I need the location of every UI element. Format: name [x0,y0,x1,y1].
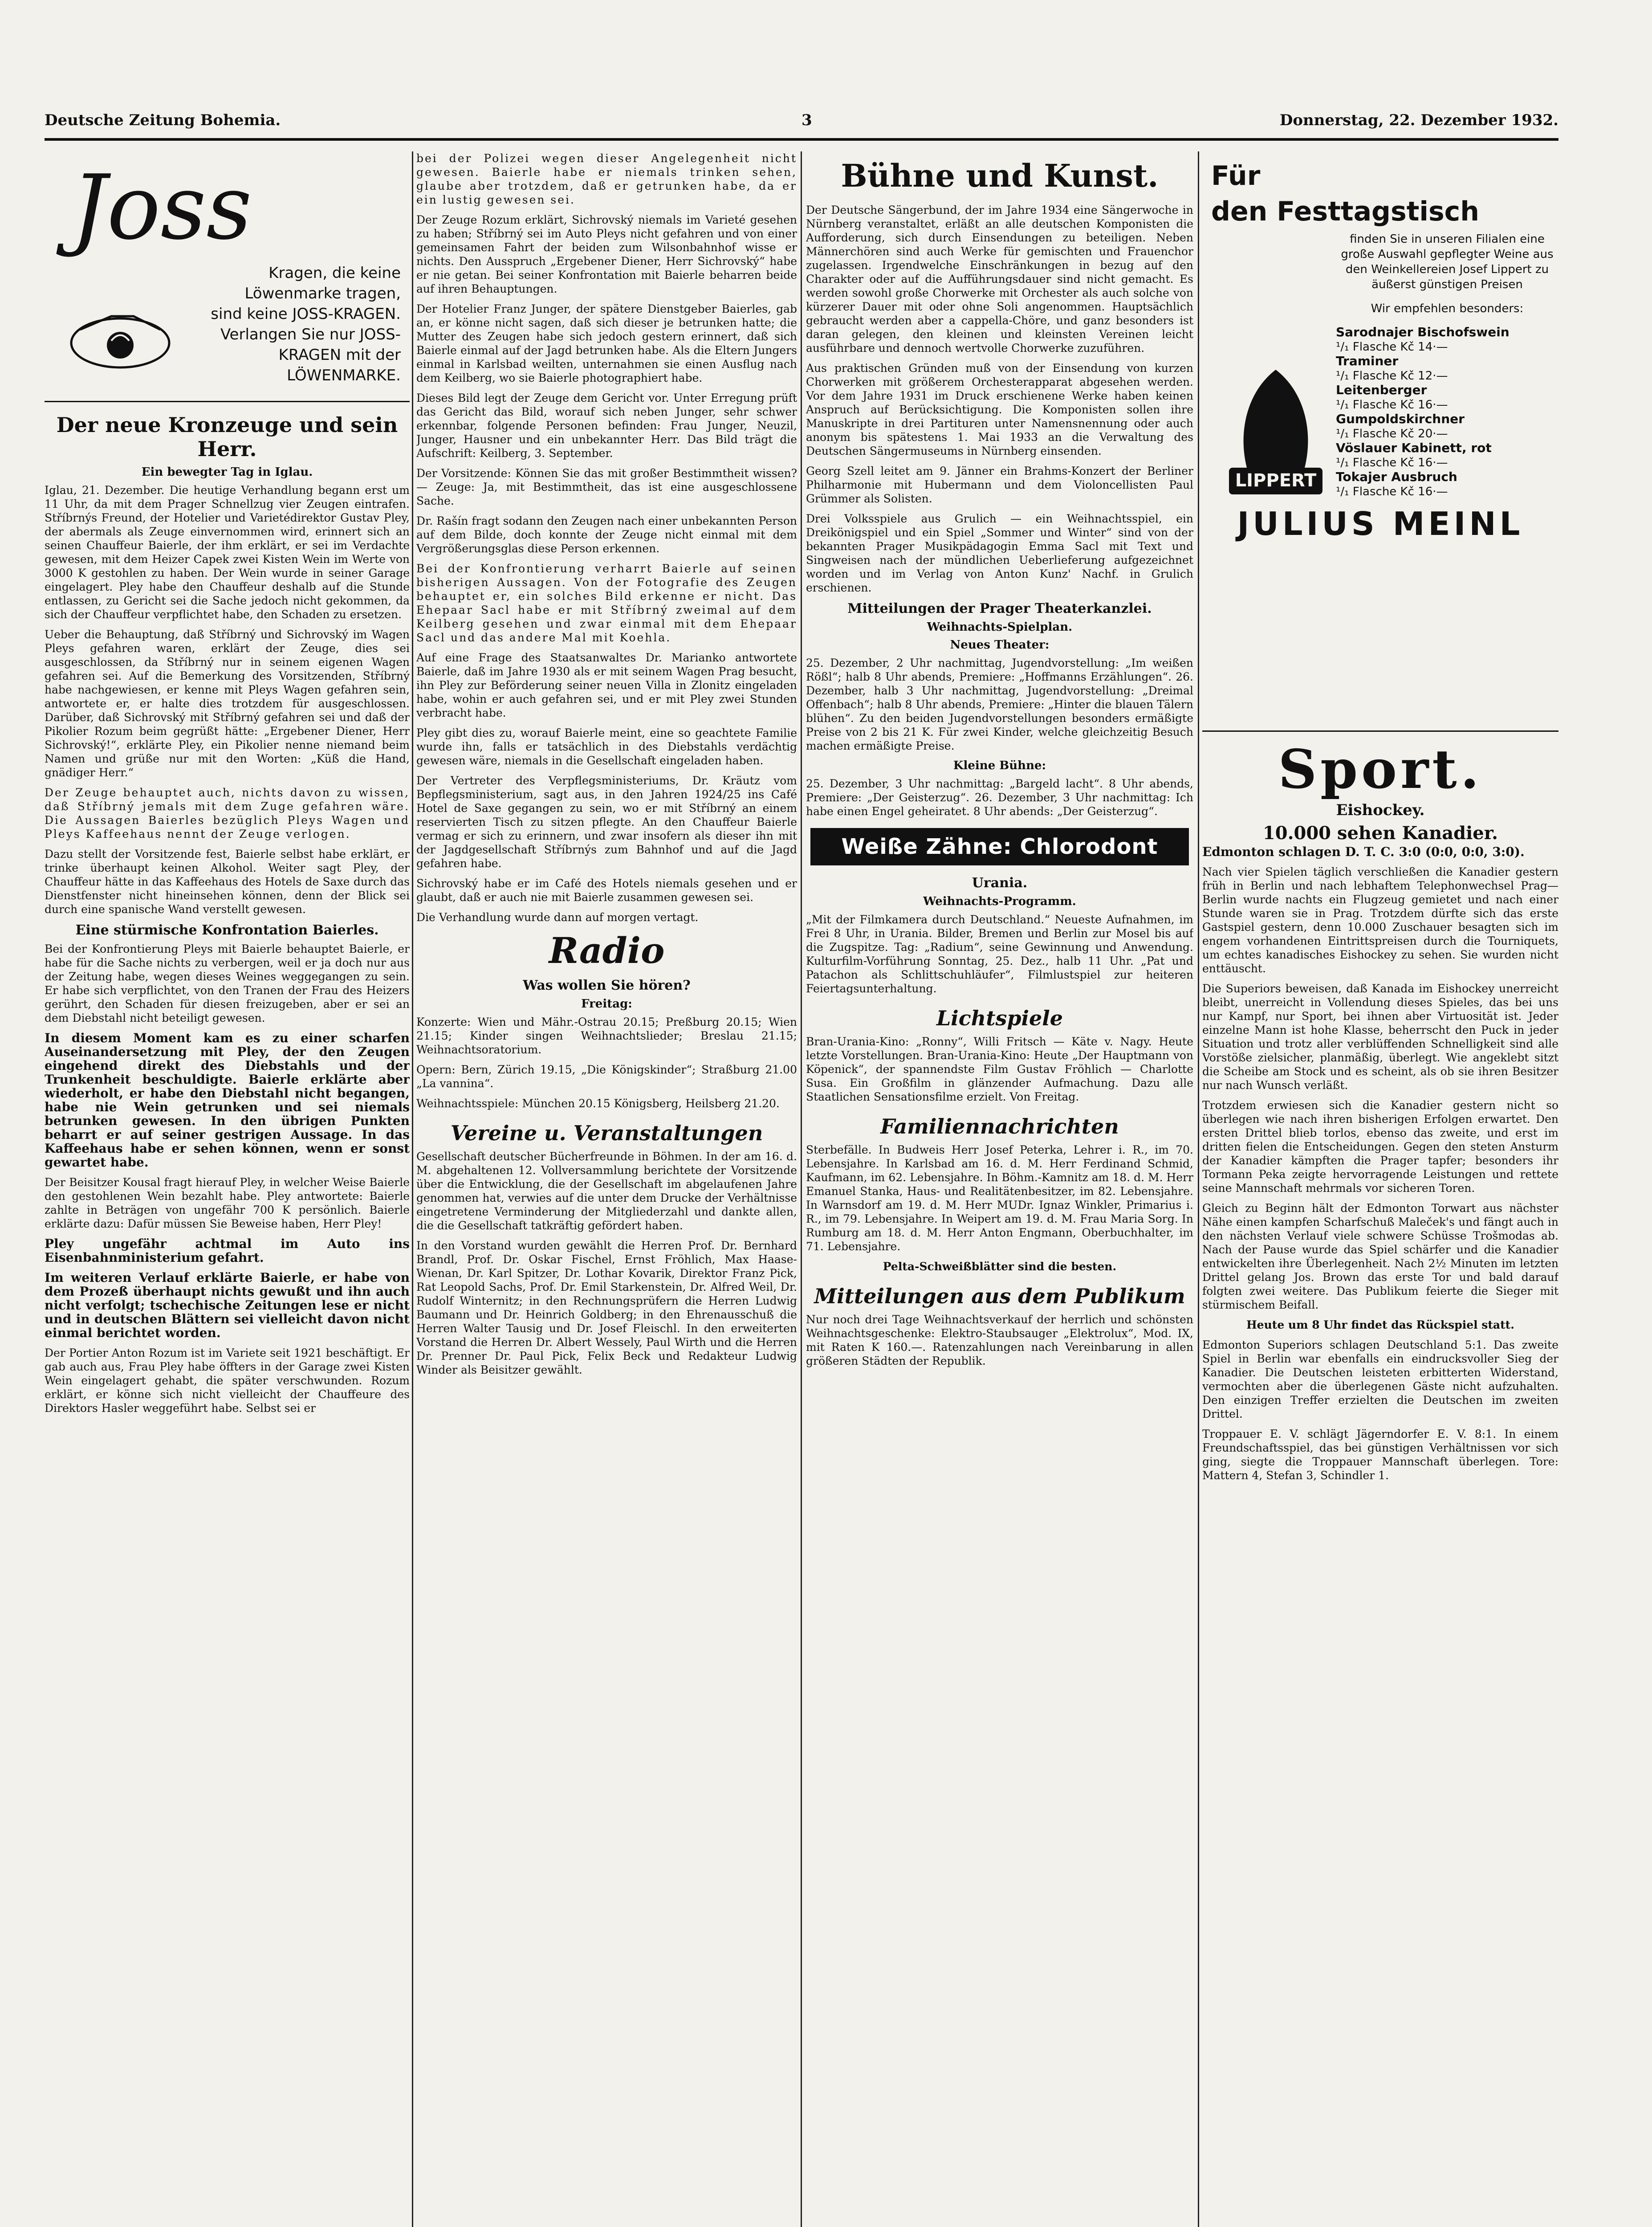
wine-name: Vöslauer Kabinett, rot [1336,441,1492,455]
section-headline: Mitteilungen der Prager Theaterkanzlei. [847,601,1152,616]
article-paragraph: Dieses Bild legt der Zeuge dem Gericht vor. Unter Erregung prüft das Gericht das Bild, worauf sich neben Junger, sehr schwer erkennbar, folgende Personen befinden: Frau Junger, Neuzil, Junger, Hausner und ein unbekannter Herr. Das Bild trägt die Aufschrift: Keilberg, 3. September. [416,392,797,460]
column-divider [412,151,413,2227]
wine-item [1336,470,1558,499]
masthead-date: Donnerstag, 22. Dezember 1932. [1279,111,1558,129]
article-paragraph: Der Vorsitzende: Können Sie das mit großer Bestimmtheit wissen? — Zeuge: Ja, mit Bestimmtheit, das ist eine ausgeschlossene Sache. [416,467,797,507]
article-paragraph: Nur noch drei Tage Weihnachtsverkauf der herrlich und schönsten Weihnachtsgeschenke: Elektro-Staubsauger „Elektrolux“, Mod. IX, mit Raten K 160.—. Ratenzahlungen nach Vereinbarung in allen größeren Städten der Republik. [806,1313,1193,1367]
radio-day: Freitag: [581,997,632,1011]
article-paragraph: Nach vier Spielen täglich verschließen die Kanadier gestern früh in Berlin und nach lebhaftem Telephonwechsel Prag—Berlin wurde nachts ein Flugzeug gemietet und nach einer Stunde waren sie in Prag. Trotzdem dürfte sich das erste Gastspiel gestern, denn 10.000 Zuschauer besagten sich im engem vorhandenen Eintrittspreisen durch die Tourniquets, um echtes kanadisches Eishockey zu sehen. Sie wurden nicht enttäuscht. [1202,865,1558,975]
section-headline: Lichtspiele [936,1006,1063,1030]
article-paragraph: Sichrovský habe er im Café des Hotels niemals gesehen und er glaubt, daß er auch nie mit Baierle zusammen gewesen sei. [416,877,797,904]
ad-text: finden Sie in unseren Filialen eine große Auswahl gepflegter Weine aus den Weinkellereien Josef Lippert zu äußerst günstigen Preisen [1341,232,1554,291]
masthead-rule [45,138,1558,141]
column-4 [1202,151,1558,2227]
column-divider [801,151,802,2227]
radio-subheadline: Was wollen Sie hören? [523,978,691,993]
wine-price: ¹/₁ Flasche Kč 16·— [1336,456,1448,469]
article-paragraph: Der Zeuge behauptet auch, nichts davon zu wissen, daß Stříbrný jemals mit dem Zuge gefahren wäre. Die Aussagen Baierles bezüglich Pleys Wagen und Pleys Kaffeehaus nennt der Zeuge verlogen. [45,786,410,840]
section-headline: Mitteilungen aus dem Publikum [814,1284,1185,1308]
article-paragraph: Ueber die Behauptung, daß Stříbrný und Sichrovský im Wagen Pleys gefahren waren, erklärt der Zeuge, dies sei ausgeschlossen, da Stříbrný nur in seinem eigenen Wagen gefahren sei. Auf die Bemerkung des Vorsitzenden, Stříbrný habe nachgewiesen, er kenne mit Pleys Wagen gefahren sein, antwortete er, er halte dies trotzdem für ausgeschlossen. Darüber, daß Sichrovský mit Stříbrný gefahren sei und daß der Pikolier Rozum beim gegrüßt hätte: „Ergebener Diener, Herr Sichrovský!“, erklärte Pley, ein Pikolier nenne niemand beim Namen und grüße nur mit den Worten: „Küß die Hand, gnädiger Herr.“ [45,628,410,779]
article-paragraph: Troppauer E. V. schlägt Jägerndorfer E. V. 8:1. In einem Freundschaftsspiel, das bei günstigen Verhältnissen vor sich ging, siegte die Troppauer Mannschaft überlegen. Tore: Mattern 4, Stefan 3, Schindler 1. [1202,1428,1558,1482]
wine-item [1336,441,1558,470]
article-paragraph: Georg Szell leitet am 9. Jänner ein Brahms-Konzert der Berliner Philharmonie mit Hubermann und dem Violoncellisten Paul Grümmer als Solisten. [806,465,1193,505]
wine-item [1336,354,1558,383]
section-headline: Bühne und Kunst. [841,157,1159,194]
article-paragraph: Bran-Urania-Kino: „Ronny“, Willi Fritsch — Käte v. Nagy. Heute letzte Vorstellungen. Bran-Urania-Kino: Heute „Der Hauptmann von Köpenick“, der spannendste Film Gustav Fröhlich — Charlotte Susa. Ein Großfilm in glänzender Aufmachung. Dazu alle Staatlichen Sensationsfilme erzielt. Von Freitag. [806,1035,1193,1103]
lion-collar-icon [62,298,178,374]
wine-price: ¹/₁ Flasche Kč 14·— [1336,340,1448,354]
article-paragraph: Dr. Rašín fragt sodann den Zeugen nach einer unbekannten Person auf dem Bilde, doch konnte der Zeuge nicht einmal mit dem Vergrößerungsglas diese Person erkennen. [416,514,797,555]
theater-listing: 25. Dezember, 3 Uhr nachmittag: „Bargeld lacht“. 8 Uhr abends, Premiere: „Der Geisterzug“. 26. Dezember, 3 Uhr nachmittag: Ich habe einen Engel geheiratet. 8 Uhr abends: „Der Geisterzug“. [806,777,1193,818]
article-paragraph: Der Deutsche Sängerbund, der im Jahre 1934 eine Sängerwoche in Nürnberg veranstaltet, erläßt an alle deutschen Komponisten die Aufforderung, sich durch Einsendungen zu beteiligen. Neben Männerchören sind auch Werke für gemischten und Frauenchor zugelassen. Irgendwelche Einschränkungen in bezug auf den Charakter oder auf die Aufführungsdauer sind nicht gemacht. Es werden sowohl große Chorwerke mit Orchester als auch solche von kürzerer Dauer mit oder ohne Soli angenommen. Hauptsächlich gebraucht werden aber a cappella-Chöre, und ganz besonders ist daran gelegen, den kleinen und kleinsten Vereinen leicht ausführbare und dennoch wertvolle Chorwerke zuzuführen. [806,204,1193,355]
wine-name: Gumpoldskirchner [1336,412,1465,426]
column-2 [416,151,797,2227]
joss-advertisement [45,151,410,402]
ad-heading: den Festtagstisch [1211,196,1479,227]
lippert-logo-icon [1220,365,1331,512]
wine-name: Tokajer Ausbruch [1336,469,1457,484]
radio-listing: Weihnachtsspiele: München 20.15 Königsberg, Heilsberg 21.20. [416,1097,780,1110]
article-paragraph: „Mit der Filmkamera durch Deutschland.“ Neueste Aufnahmen, im Frei 8 Uhr, in Urania. Bilder, Bremen und Berlin zur Mosel bis auf die Zugspitze. Tag: „Radium“, seine Gewinnung und Anwendung. Kulturfilm-Vorführung Sonntag, 25. Dez., halb 11 Uhr. „Pat und Patachon als Schlittschuhläufer“, Filmlustspiel zur heiteren Feiertagsunterhaltung. [806,913,1193,995]
article-paragraph: In den Vorstand wurden gewählt die Herren Prof. Dr. Bernhard Brandl, Prof. Dr. Oskar Fischel, Ernst Fröhlich, Max Haase-Wienan, Dr. Karl Spitzer, Dr. Lothar Kovarik, Direktor Franz Pick, Rat Leopold Sachs, Prof. Dr. Emil Starkenstein, Dr. Alfred Weil, Dr. Rudolf Winternitz; in den Rechnungsprüfern die Herren Ludwig Baumann und Dr. Heinrich Goldberg; in den Ehrenausschuß die Herren Walter Tausig und Dr. Josef Fleischl. In den erweiterten Vorstand die Herren Dr. Albert Wessely, Paul Wirth und die Herren Dr. Prenner Dr. Paul Pick, Felix Beck und Redakteur Ludwig Winder als Beisitzer gewählt. [416,1239,797,1376]
article-paragraph: Sterbefälle. In Budweis Herr Josef Peterka, Lehrer i. R., im 70. Lebensjahre. In Karlsbad am 16. d. M. Herr Ferdinand Schmid, Kaufmann, im 62. Lebensjahre. In Böhm.-Kamnitz am 18. d. M. Herr Emanuel Stanka, Haus- und Realitätenbesitzer, im 82. Lebensjahre. In Warnsdorf am 19. d. M. Herr MUDr. Ignaz Winkler, Primarius i. R., im 79. Lebensjahre. In Weipert am 19. d. M. Frau Maria Sorg. In Rumburg am 18. d. M. Herr Anton Engmann, Oberbuchhalter, im 71. Lebensjahre. [806,1143,1193,1253]
advertisement-line: Pelta-Schweißblätter sind die besten. [883,1260,1117,1273]
section-subheadline: Weihnachts-Programm. [923,895,1076,908]
article-paragraph: bei der Polizei wegen dieser Angelegenheit nicht gewesen. Baierle habe er niemals trinken sehen, glaube aber trotzdem, daß er getrunken habe, da er ein lustig gewesen sei. [416,152,797,206]
wine-item [1336,383,1558,412]
wine-name: Sarodnajer Bischofswein [1336,325,1510,339]
meinl-brand: JULIUS MEINL [1237,505,1524,542]
wine-name: Leitenberger [1336,383,1427,397]
article-paragraph: Der Beisitzer Kousal fragt hierauf Pley, in welcher Weise Baierle den gestohlenen Wein bezahlt habe. Pley antwortete: Baierle zahlte in Beträgen von ungefähr 700 K persönlich. Baierle erklärte dazu: Dafür müssen Sie Beweise haben, Herr Pley! [45,1176,410,1230]
page-number: 3 [802,111,812,129]
article-paragraph: Der Hotelier Franz Junger, der spätere Dienstgeber Baierles, gab an, er könne nicht sagen, daß sich dieser je betrunken hatte; die Mutter des Zeugen habe sich jedoch gestern erinnert, daß sich Baierle einmal auf der Jagd betrunken habe. Als die Eltern Jungers einmal in Karlsbad weilten, unternahmen sie einen Ausflug nach dem Keilberg, wo sie Baierle photographiert habe. [416,302,797,384]
section-subheadline: Weihnachts-Spielplan. [927,620,1073,634]
wine-price: ¹/₁ Flasche Kč 20·— [1336,427,1448,441]
theater-name: Kleine Bühne: [953,759,1046,772]
lippert-logo-text: LIPPERT [1235,470,1317,491]
column-3 [806,151,1193,2227]
meinl-advertisement [1202,160,1558,732]
joss-slogan: Kragen, die keine Löwenmarke tragen, sind keine JOSS-KRAGEN. Verlangen Sie nur JOSS- KRAGEN mit der LÖWENMARKE. [211,264,401,384]
section-subheadline: Eishockey. [1336,801,1425,819]
article-paragraph: In diesem Moment kam es zu einer scharfen Auseinandersetzung mit Pley, der den Zeugen eingehend direkt des Diebstahls und der Trunkenheit beschuldigte. Baierle erklärte aber wiederholt, er habe den Diebstahl nicht begangen, habe nie Wein getrunken und sei niemals betrunken gewesen. In den übrigen Punkten beharrt er auf seiner gestrigen Aussage. In das Kaffeehaus habe er sehen können, wenn er sonst gewartet habe. [45,1031,410,1170]
radio-headline: Radio [549,930,665,971]
wine-item [1336,412,1558,441]
section-headline: Vereine u. Veranstaltungen [450,1121,763,1145]
article-paragraph: Aus praktischen Gründen muß von der Einsendung von kurzen Chorwerken mit größerem Orchesterapparat abgesehen werden. Vor dem Jahre 1931 im Druck erschienene Werke haben keinen Anspruch auf Berücksichtigung. Die Komponisten sollen ihre Manuskripte in drei Partituren unter Namensnennung oder auch anonym bis spätestens 1. Mai 1933 an die Verwaltung des Deutschen Sängermuseums in Nürnberg einsenden. [806,362,1193,457]
article-paragraph: Die Superiors beweisen, daß Kanada im Eishockey unerreicht bleibt, unerreicht in Vollendung dieses Spieles, das bei uns nur Kampf, nur Sport, bei ihnen aber Virtuosität ist. Jeder einzelne Mann ist hohe Klasse, beherrscht den Puck in jeder Situation und trotz aller verblüffenden Schnelligkeit sind alle Vorstöße zielsicher, planmäßig, überlegt. Wie angeklebt sitzt die Scheibe am Stock und es scheint, als ob sie ihren Besitzer nur nach Wunsch verläßt. [1202,982,1558,1092]
article-paragraph: Dazu stellt der Vorsitzende fest, Baierle selbst habe erklärt, er trinke überhaupt keinen Alkohol. Weiter sagt Pley, der Chauffeur hätte in das Kaffeehaus des Hotels de Saxe durch das Dienstfenster nicht hineinsehen können, denn der Blick sei durch eine spanische Wand verstellt gewesen. [45,848,410,916]
article-paragraph: Bei der Konfrontierung verharrt Baierle auf seinen bisherigen Aussagen. Von der Fotografie des Zeugen behauptet er, ein solches Bild erkenne er nicht. Das Ehepaar Sacl habe er mit Stříbrný zweimal auf dem Keilberg gesehen und zwar einmal mit dem Ehepaar Sacl und das andere Mal mit Koehla. [416,562,797,644]
article-paragraph: Gesellschaft deutscher Bücherfreunde in Böhmen. In der am 16. d. M. abgehaltenen 12. Vollversammlung berichtete der Vorsitzende über die Entwicklung, die der Gesellschaft im abgelaufenen Jahre genommen hat, verwies auf die unter dem Drucke der Verhältnisse eingetretene Verminderung der Mitgliederzahl und dankte allen, die die Gesellschaft tatkräftig gefördert haben. [416,1150,797,1232]
chlorodont-advertisement: Weiße Zähne: Chlorodont [810,828,1189,865]
wine-item [1336,325,1558,354]
article-paragraph: Der Portier Anton Rozum ist im Variete seit 1921 beschäftigt. Er gab auch aus, Frau Pley habe öffters in der Garage zwei Kisten Wein eingelagert gehabt, die später verschwunden. Rozum erklärt, er könne sich nicht vielleicht der Chauffeure des Direktors Hasler weggeführt habe. Selbst sei er [45,1346,410,1415]
ad-text: Wir empfehlen besonders: [1371,302,1524,315]
article-headline: 10.000 sehen Kanadier. [1262,823,1498,844]
wine-price: ¹/₁ Flasche Kč 16·— [1336,398,1448,412]
wine-name: Traminer [1336,354,1399,368]
masthead [45,107,1558,134]
article-paragraph: Edmonton Superiors schlagen Deutschland 5:1. Das zweite Spiel in Berlin war ebenfalls ein eindrucksvoller Sieg der Kanadier. Die Deutschen leisteten erbitterten Widerstand, vermochten aber die überlegenen Gäste nicht aufzuhalten. Den einzigen Treffer erzielten die Deutschen im zweiten Drittel. [1202,1338,1558,1420]
article-paragraph: Die Verhandlung wurde dann auf morgen vertagt. [416,911,699,924]
article-paragraph: Auf eine Frage des Staatsanwaltes Dr. Marianko antwortete Baierle, daß im Jahre 1930 als er mit seinem Wagen Prag besucht, ihn Pley zur Beförderung seiner neuen Villa in Zlonitz eingeladen habe, wohin er auch gefahren sei, und er mit Pley zwei Stunden verbracht habe. [416,651,797,719]
masthead-title: Deutsche Zeitung Bohemia. [45,111,281,129]
article-paragraph: Pley ungefähr achtmal im Auto ins Eisenbahnministerium gefahrt. [45,1236,410,1265]
article-subheadline: Ein bewegter Tag in Iglau. [141,465,313,479]
article-lead: Edmonton schlagen D. T. C. 3:0 (0:0, 0:0, 3:0). [1202,844,1525,859]
article-paragraph: Der Zeuge Rozum erklärt, Sichrovský niemals im Varieté gesehen zu haben; Stříbrný sei im Auto Pleys nicht gefahren und von einer gemeinsamen Fahrt der beiden zum Wilsonbahnhof wisse er nichts. Den Ausspruch „Ergebener Diener, Herr Sichrovský“ habe er nie getan. Bei seiner Konfrontation mit Baierle beharren beide auf ihren Behauptungen. [416,213,797,295]
article-headline: Der neue Kronzeuge und sein Herr. [56,413,398,461]
article-paragraph: Pley gibt dies zu, worauf Baierle meint, eine so geachtete Familie wurde ihn, falls er tatsächlich in des Diebstahls verdächtig gewesen wäre, niemals in die Gesellschaft eingeladen haben. [416,726,797,767]
article-paragraph: Trotzdem erwiesen sich die Kanadier gestern nicht so überlegen wie nach ihren bisherigen Erfolgen erwartet. Den ersten Drittel blieb torlos, ebenso das zweite, und erst im dritten fielen die Entscheidungen. Gegen den steten Ansturm der Kanadier kämpften die Prager tapfer; besonders ihr Tormann Peka zeigte hervorragende Leistungen und rettete seine Mannschaft mehrmals vor sicheren Toren. [1202,1099,1558,1195]
article-paragraph: Iglau, 21. Dezember. Die heutige Verhandlung begann erst um 11 Uhr, da mit dem Prager Schnellzug vier Zeugen eintrafen. Stříbrnýs Freund, der Hotelier und Varietédirektor Gustav Pley, der abermals als Zeuge einvernommen wird, erinnert sich an seinen Chauffeur Baierle, der ihm erklärt, er sei im Verdachte gewesen, mit dem Heizer Capek zwei Kisten Wein im Werte von 3000 K gestohlen zu haben. Der Wein wurde in seiner Garage eingelagert. Pley habe den Chauffeur deshalb auf die Stunde entlassen, zu Gericht sei die Sache jedoch nicht gekommen, da sich der Chauffeur verpflichtet habe, den Schaden zu ersetzen. [45,484,410,621]
article-paragraph: Drei Volksspiele aus Grulich — ein Weihnachtsspiel, ein Dreikönigspiel und ein Spiel „Sommer und Winter“ sind von der bekannten Prager Musikpädagogin Emma Sacl mit Text und Singweisen nach der mündlichen Ueberlieferung aufgezeichnet worden und im Verlag von Anton Kunz' Nachf. in Grulich erschienen. [806,512,1193,594]
article-paragraph: Der Vertreter des Verpflegsministeriums, Dr. Kräutz vom Bepflegsministerium, sagt aus, in den Jahren 1924/25 ins Café Hotel de Saxe gegangen zu sein, wo er mit Stříbrný an einem reservierten Tisch zu sitzen pflegte. An den Chauffeur Baierle vermag er sich zu erinnern, und zwar insofern als dieser ihn mit der Jagdgesellschaft Stříbrnýs zum Bahnhof und auf die Jagd gefahren habe. [416,774,797,870]
section-headline: Sport. [1278,738,1483,801]
article-paragraph: Heute um 8 Uhr findet das Rückspiel statt. [1246,1318,1514,1331]
wine-price: ¹/₁ Flasche Kč 12·— [1336,369,1448,383]
theater-name: Neues Theater: [950,638,1050,652]
joss-logo: Joss [71,156,252,260]
section-headline: Eine stürmische Konfrontation Baierles. [75,922,379,938]
theater-listing: 25. Dezember, 2 Uhr nachmittag, Jugendvorstellung: „Im weißen Rößl“; halb 8 Uhr abends, Premiere: „Hoffmanns Erzählungen“. 26. Dezember, halb 3 Uhr nachmittag, Jugendvorstellung: „Dreimal Offenbach“; halb 8 Uhr abends, Premiere: „Hinter die blauen Tälern blühen“. Zu den beiden Jugendvorstellungen besonders ermäßigte Preise von 2 bis 21 K. Für zwei Kinder, welche gleichzeitig Besuch machen ermäßigte Preise. [806,657,1193,752]
article-paragraph: Gleich zu Beginn hält der Edmonton Torwart aus nächster Nähe einen kampfen Scharfschuß Maleček's und fängt auch in den nächsten Verlauf viele schwere Schüsse Trošmodas ab. Nach der Pause wurde das Spiel schärfer und die Kanadier entwickelten ihre Überlegenheit. Nach 2½ Minuten im letzten Drittel gelang Jos. Brown das erste Tor und bald darauf folgten zwei weitere. Das Publikum feierte die Sieger mit stürmischem Beifall. [1202,1202,1558,1311]
column-1 [45,151,410,2227]
article-paragraph: Bei der Konfrontierung Pleys mit Baierle behauptet Baierle, er habe für die Sache nichts zu verbergen, weil er ja doch nur aus der Zeitung habe, wegen dieses Weines weggegangen zu sein. Er habe sich verpflichtet, von den Tranen der Frau des Heizers gerührt, den Schaden für diesen freizugeben, aber er sei an dem Diebstahl nicht beteiligt gewesen. [45,942,410,1024]
ad-heading: Für [1211,160,1261,192]
radio-listing: Opern: Bern, Zürich 19.15, „Die Königskinder“; Straßburg 21.00 „La vannina“. [416,1063,797,1090]
article-paragraph: Im weiteren Verlauf erklärte Baierle, er habe von dem Prozeß überhaupt nichts gewußt und ihn auch nicht verfolgt; tschechische Zeitungen lese er nicht und in deutschen Blättern sei vielleicht davon nicht einmal berichtet worden. [45,1270,410,1340]
wine-price: ¹/₁ Flasche Kč 16·— [1336,485,1448,498]
section-headline: Urania. [972,875,1028,891]
radio-listing: Konzerte: Wien und Mähr.-Ostrau 20.15; Preßburg 20.15; Wien 21.15; Kinder singen Weihnachtslieder; Breslau 21.15; Weihnachtsoratorium. [416,1016,797,1056]
column-divider [1198,151,1199,2227]
section-headline: Familiennachrichten [880,1114,1119,1138]
